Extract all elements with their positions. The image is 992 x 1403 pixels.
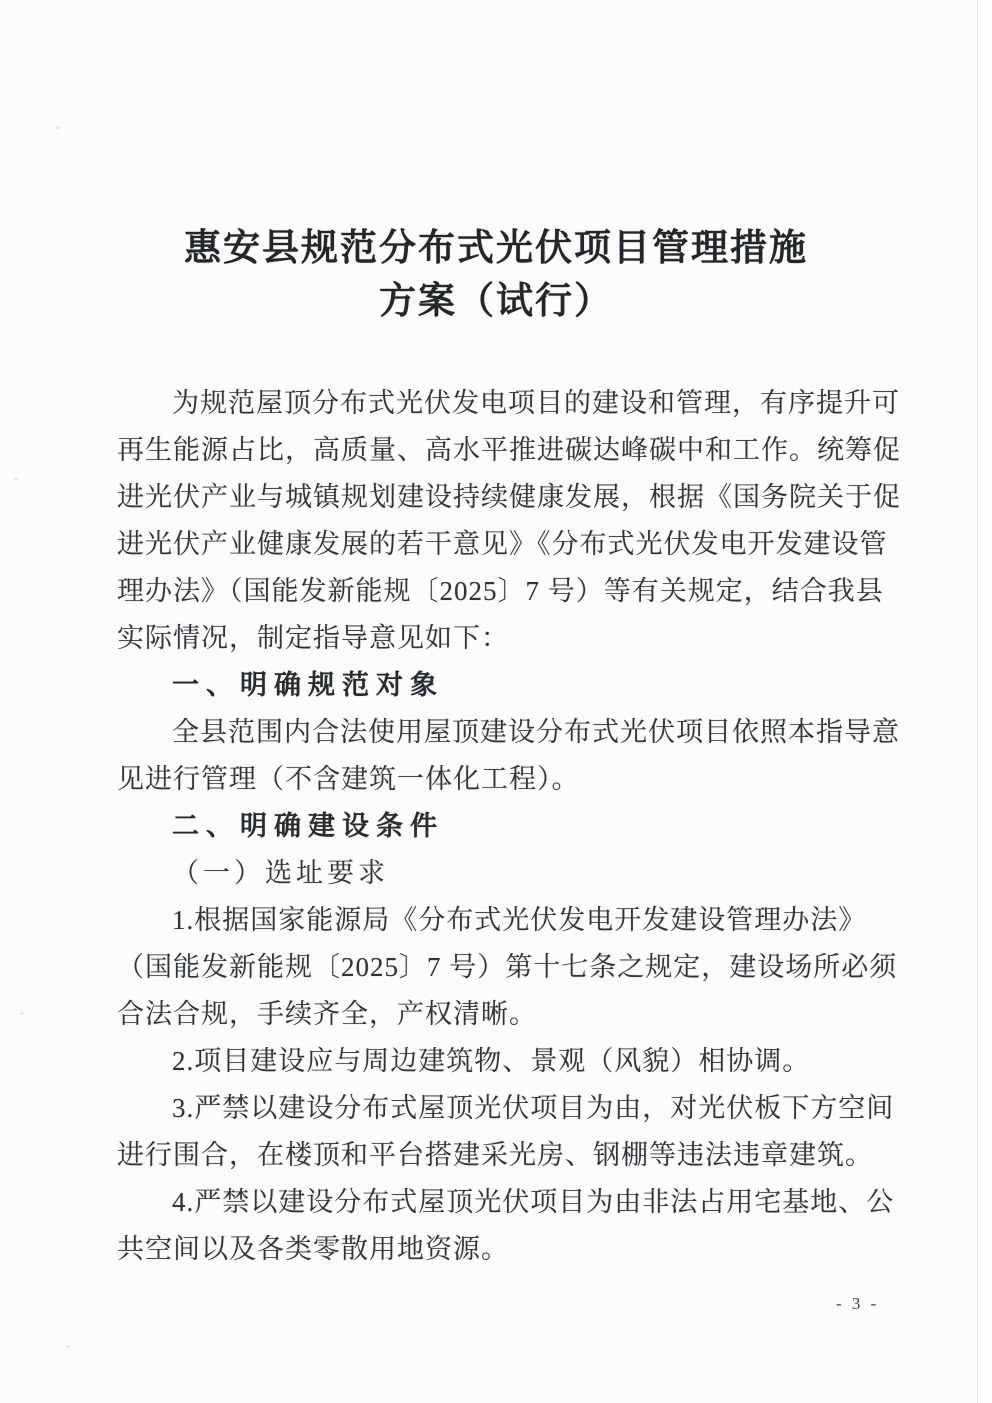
document-text-line: 进光伏产业健康发展的若干意见》《分布式光伏发电开发建设管 — [117, 529, 888, 559]
scan-speckle — [55, 126, 60, 129]
document-text-line: 进行围合，在楼顶和平台搭建采光房、钢棚等违法违章建筑。 — [117, 1140, 873, 1170]
document-text-line: 合法合规，手续齐全，产权清晰。 — [117, 999, 537, 1029]
scan-speckle — [14, 478, 18, 481]
sub-section-heading: （一）选址要求 — [172, 858, 389, 888]
document-text-line: 1.根据国家能源局《分布式光伏发电开发建设管理办法》 — [172, 905, 867, 935]
scan-speckle — [66, 1345, 70, 1348]
document-text-line: 为规范屋顶分布式光伏发电项目的建设和管理，有序提升可 — [172, 388, 900, 418]
document-body — [117, 380, 901, 1273]
scan-speckle — [20, 1012, 24, 1015]
document-title-line-2: 方案（试行） — [379, 281, 613, 322]
section-heading: 一、明确规范对象 — [172, 670, 444, 700]
document-title — [117, 222, 875, 328]
document-text-line: 3.严禁以建设分布式屋顶光伏项目为由，对光伏板下方空间 — [172, 1093, 895, 1123]
page-number: - 3 - — [836, 1294, 880, 1313]
document-text-line: （国能发新能规〔2025〕7 号）第十七条之规定，建设场所必须 — [117, 952, 898, 982]
document-text-line: 共空间以及各类零散用地资源。 — [117, 1234, 509, 1264]
document-text-line: 再生能源占比，高质量、高水平推进碳达峰碳中和工作。统筹促 — [117, 435, 901, 465]
document-text-line: 实际情况，制定指导意见如下： — [117, 623, 509, 653]
page-edge-line — [977, 0, 985, 1403]
document-text-line: 全县范围内合法使用屋顶建设分布式光伏项目依照本指导意 — [172, 717, 900, 747]
document-text-line: 理办法》（国能发新能规〔2025〕7 号）等有关规定，结合我县 — [117, 576, 884, 606]
document-text-line: 进光伏产业与城镇规划建设持续健康发展，根据《国务院关于促 — [117, 482, 901, 512]
document-text-line: 2.项目建设应与周边建筑物、景观（风貌）相协调。 — [172, 1046, 811, 1076]
document-text-line: 见进行管理（不含建筑一体化工程）。 — [117, 764, 580, 794]
section-heading: 二、明确建设条件 — [172, 811, 444, 841]
document-title-line-1: 惠安县规范分布式光伏项目管理措施 — [184, 228, 808, 269]
document-text-line: 4.严禁以建设分布式屋顶光伏项目为由非法占用宅基地、公 — [172, 1187, 895, 1217]
